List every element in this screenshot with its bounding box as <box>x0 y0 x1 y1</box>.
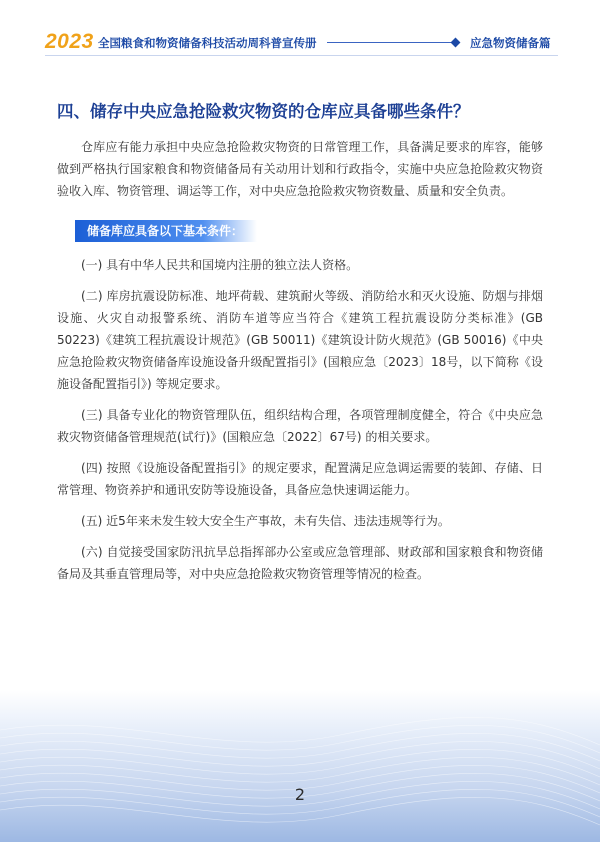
condition-item: (四) 按照《设施设备配置指引》的规定要求，配置满足应急调运需要的装卸、存储、日常管理、物资养护和通讯安防等设施设备，具备应急快速调运能力。 <box>57 461 543 497</box>
conditions-list <box>57 254 543 585</box>
header-section-title: 应急物资储备篇 <box>470 36 551 50</box>
section-heading: 四、储存中央应急抢险救灾物资的仓库应具备哪些条件？ <box>57 102 470 121</box>
header-underline <box>45 55 558 56</box>
condition-item: (一) 具有中华人民共和国境内注册的独立法人资格。 <box>81 258 359 272</box>
conditions-label: 储备库应具备以下基本条件： <box>75 220 257 242</box>
wave-pattern-graphic <box>0 690 600 842</box>
main-content <box>57 100 543 594</box>
condition-item: (五) 近5年来未发生较大安全生产事故，未有失信、违法违规等行为。 <box>81 514 450 528</box>
page-header <box>0 0 600 60</box>
diamond-icon <box>451 38 461 48</box>
decorative-footer-background <box>0 690 600 842</box>
page-number: 2 <box>294 785 306 804</box>
condition-item: (六) 自觉接受国家防汛抗旱总指挥部办公室或应急管理部、财政部和国家粮食和物资储备局及其垂直管理局等，对中央应急抢险救灾物资管理等情况的检查。 <box>57 545 543 581</box>
condition-item: (二) 库房抗震设防标准、地坪荷载、建筑耐火等级、消防给水和灭火设施、防烟与排烟设施、火灾自动报警系统、消防车道等应当符合《建筑工程抗震设防分类标准》(GB 50223)《建筑工程抗震设计规范》(GB 50011)《建筑设计防火规范》(GB 50016)《中央应急抢险救灾物资储备库设施设备升级配置指引》(国粮应急〔2023〕18号，以下简称《设施设备配置指引》) 等规定要求。 <box>57 289 543 391</box>
header-title: 全国粮食和物资储备科技活动周科普宣传册 <box>98 36 317 50</box>
condition-item: (三) 具备专业化的物资管理队伍，组织结构合理，各项管理制度健全，符合《中央应急救灾物资储备管理规范(试行)》(国粮应急〔2022〕67号) 的相关要求。 <box>57 408 543 444</box>
header-year: 2023 <box>45 30 94 53</box>
conditions-label-wrapper <box>75 220 543 242</box>
header-divider-line <box>327 42 460 43</box>
intro-paragraph: 仓库应有能力承担中央应急抢险救灾物资的日常管理工作，具备满足要求的库容，能够做到严格执行国家粮食和物资储备局有关动用计划和行政指令，实施中央应急抢险救灾物资验收入库、物资管理、调运等工作，对中央应急抢险救灾物资数量、质量和安全负责。 <box>57 140 543 198</box>
